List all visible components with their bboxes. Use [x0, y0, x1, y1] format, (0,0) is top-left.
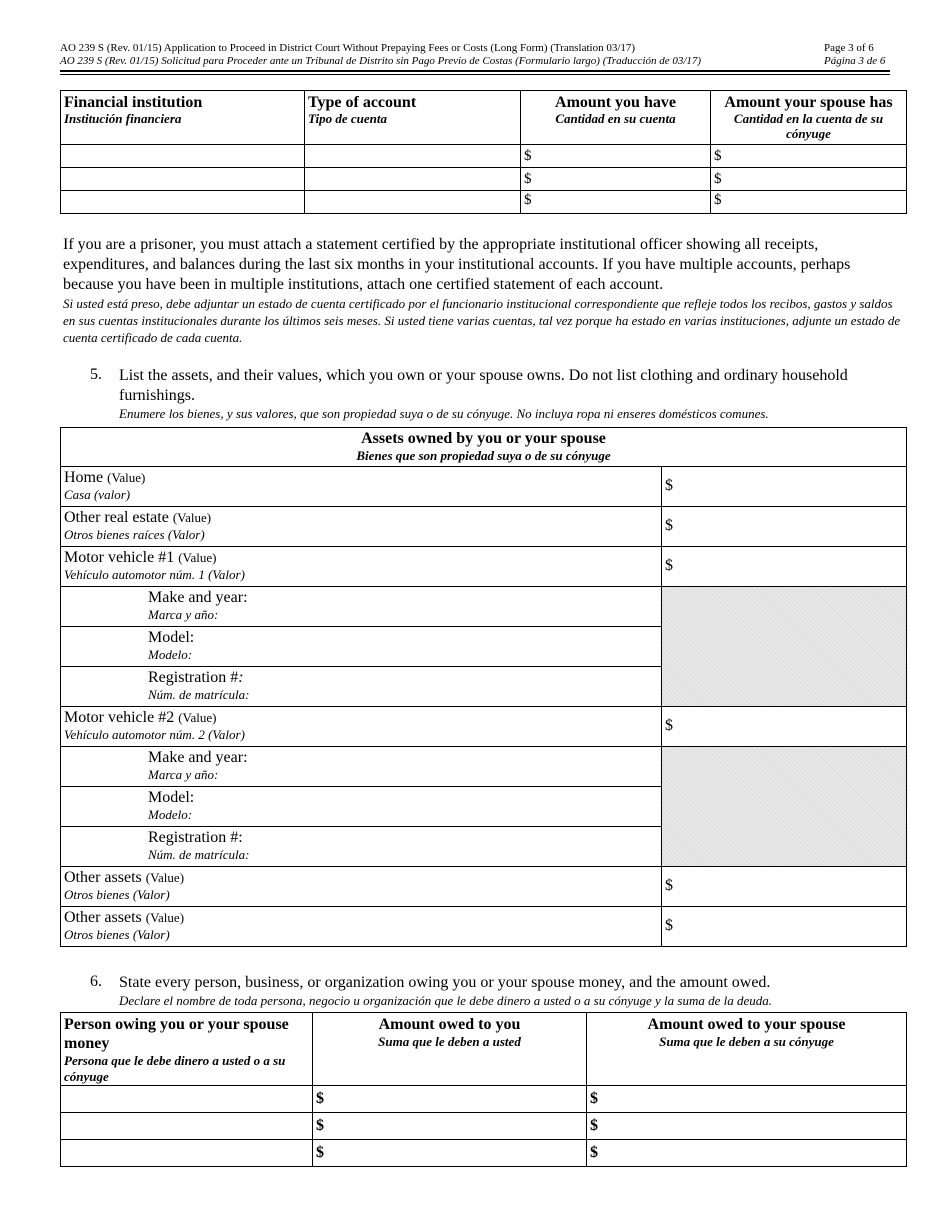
label-en: Other real estate [64, 509, 169, 526]
col-amount-owed-you [313, 1013, 587, 1086]
label-en: Model: [148, 789, 195, 806]
label-en: Motor vehicle #2 [64, 709, 175, 726]
table-row [61, 507, 907, 547]
table-row [61, 168, 907, 191]
label-en: Other assets [64, 869, 142, 886]
value-suffix: (Value) [107, 470, 146, 485]
item-5 [90, 366, 905, 422]
person-owing-field[interactable] [61, 1086, 313, 1113]
other-real-estate-label [61, 507, 662, 547]
item-number: 5. [90, 366, 102, 383]
other-assets-label [61, 907, 662, 947]
label-en: Registration # [148, 669, 239, 686]
label-en: Registration # [148, 829, 239, 846]
table-row [61, 907, 907, 947]
label-colon: : [238, 829, 243, 846]
value-suffix: (Value) [178, 550, 217, 565]
table-row [61, 707, 907, 747]
label-es: Núm. de matrícula: [148, 847, 250, 862]
amount-owed-you-field[interactable] [313, 1086, 587, 1113]
item-5-text-en: List the assets, and their values, which you own or your spouse owns. Do not list clothing and ordinary household furnishings. [119, 367, 848, 404]
amount-spouse-field[interactable] [711, 145, 907, 168]
prisoner-note-es: Si usted está preso, debe adjuntar un estado de cuenta certificado por el funcionario institucional correspondiente que refleje todos los recibos, gastos y saldos en sus cuentas institucionales durante los últimos seis meses. Si usted tiene varias cuentas, tal vez porque ha estado en varias instituciones, adjunte un estado de cuenta certificado de cada cuenta. [63, 296, 901, 345]
vehicle-2-model-field[interactable] [61, 787, 662, 827]
currency-symbol: $ [665, 517, 673, 534]
col-amount-you-have [521, 91, 711, 145]
prisoner-note-en: If you are a prisoner, you must attach a statement certified by the appropriate institutional officer showing all receipts, expenditures, and balances during the last six months in your institutional accounts. If you have multiple accounts, perhaps because you have been in multiple institutions, attach one certified statement of each account. [63, 236, 851, 293]
currency-symbol: $ [665, 917, 673, 934]
institution-field[interactable] [61, 168, 305, 191]
col-label-en: Person owing you or your spouse money [64, 1016, 289, 1052]
item-6 [90, 973, 905, 1009]
assets-table-title [61, 428, 907, 467]
currency-symbol: $ [714, 192, 722, 208]
currency-symbol: $ [316, 1144, 324, 1161]
label-es: Vehículo automotor núm. 1 (Valor) [64, 567, 245, 582]
value-suffix: (Value) [178, 710, 217, 725]
currency-symbol: $ [665, 557, 673, 574]
table-row [61, 145, 907, 168]
vehicle-2-value-field[interactable] [662, 707, 907, 747]
label-colon: : [238, 669, 244, 686]
account-type-field[interactable] [305, 168, 521, 191]
currency-symbol: $ [316, 1090, 324, 1107]
page-number-en: Page 3 of 6 [824, 42, 874, 54]
person-owing-field[interactable] [61, 1140, 313, 1167]
label-es: Otros bienes (Valor) [64, 887, 170, 902]
vehicle-2-make-field[interactable] [61, 747, 662, 787]
shaded-cell [662, 587, 907, 707]
header-rule [60, 70, 890, 72]
owed-table [60, 1012, 907, 1167]
header-rule-thin [60, 74, 890, 75]
col-label-en: Amount you have [555, 94, 676, 111]
currency-symbol: $ [714, 171, 722, 187]
table-row [61, 867, 907, 907]
col-label-en: Amount owed to your spouse [647, 1016, 846, 1033]
label-es: Modelo: [148, 807, 193, 822]
amount-owed-you-field[interactable] [313, 1140, 587, 1167]
currency-symbol: $ [524, 171, 532, 187]
amount-you-field[interactable] [521, 191, 711, 214]
institution-field[interactable] [61, 191, 305, 214]
table-row [61, 747, 907, 787]
person-owing-field[interactable] [61, 1113, 313, 1140]
table-row [61, 467, 907, 507]
table-row [61, 1086, 907, 1113]
owed-header-row [61, 1013, 907, 1086]
prisoner-note [63, 235, 903, 346]
col-label-es: Suma que le deben a usted [378, 1034, 521, 1049]
assets-title-en: Assets owned by you or your spouse [361, 430, 606, 447]
currency-symbol: $ [524, 148, 532, 164]
vehicle-2-registration-field[interactable] [61, 827, 662, 867]
currency-symbol: $ [524, 192, 532, 208]
account-type-field[interactable] [305, 145, 521, 168]
label-es: Casa (valor) [64, 487, 131, 502]
amount-owed-spouse-field[interactable] [587, 1140, 907, 1167]
label-es: Otros bienes raíces (Valor) [64, 527, 205, 542]
shaded-cell [662, 747, 907, 867]
amount-owed-spouse-field[interactable] [587, 1086, 907, 1113]
amount-spouse-field[interactable] [711, 168, 907, 191]
label-en: Make and year: [148, 589, 248, 606]
label-es: Vehículo automotor núm. 2 (Valor) [64, 727, 245, 742]
label-es: Núm. de matrícula: [148, 687, 250, 702]
table-row [61, 1140, 907, 1167]
label-en: Make and year: [148, 749, 248, 766]
currency-symbol: $ [590, 1144, 598, 1161]
currency-symbol: $ [714, 148, 722, 164]
col-label-es: Persona que le debe dinero a usted o a su cónyuge [64, 1053, 286, 1084]
col-type-of-account [305, 91, 521, 145]
value-suffix: (Value) [145, 910, 185, 925]
accounts-header-row [61, 91, 907, 145]
amount-you-field[interactable] [521, 145, 711, 168]
table-row [61, 587, 907, 627]
col-label-es: Suma que le deben a su cónyuge [659, 1034, 834, 1049]
label-en: Other assets [64, 909, 142, 926]
table-row [61, 191, 907, 214]
other-real-estate-value-field[interactable] [662, 507, 907, 547]
currency-symbol: $ [665, 717, 673, 734]
col-person-owing [61, 1013, 313, 1086]
label-en: Motor vehicle #1 [64, 549, 175, 566]
form-title-es: AO 239 S (Rev. 01/15) Solicitud para Proceder ante un Tribunal de Distrito sin Pago Previo de Costas (Formulario largo) (Traducción de 03/17) [60, 55, 702, 67]
currency-symbol: $ [665, 477, 673, 494]
assets-header-row [61, 428, 907, 467]
page-number-es: Página 3 de 6 [824, 55, 886, 67]
amount-you-field[interactable] [521, 168, 711, 191]
label-en: Model: [148, 629, 195, 646]
amount-owed-spouse-field[interactable] [587, 1113, 907, 1140]
col-amount-spouse-has [711, 91, 907, 145]
item-6-text-en: State every person, business, or organization owing you or your spouse money, and the amount owed. [119, 974, 771, 991]
label-es: Marca y año: [148, 767, 219, 782]
vehicle-1-make-field[interactable] [61, 587, 662, 627]
amount-owed-you-field[interactable] [313, 1113, 587, 1140]
col-financial-institution [61, 91, 305, 145]
item-6-text-es: Declare el nombre de toda persona, negocio u organización que le debe dinero a usted o a su cónyuge y la suma de la deuda. [119, 993, 772, 1008]
col-label-en: Amount owed to you [378, 1016, 521, 1033]
item-5-text-es: Enumere los bienes, y sus valores, que son propiedad suya o de su cónyuge. No incluya ropa ni enseres domésticos comunes. [119, 406, 769, 421]
currency-symbol: $ [316, 1117, 324, 1134]
col-label-es: Cantidad en su cuenta [555, 111, 676, 126]
home-value-field[interactable] [662, 467, 907, 507]
label-es: Otros bienes (Valor) [64, 927, 170, 942]
amount-spouse-field[interactable] [711, 191, 907, 214]
home-label [61, 467, 662, 507]
account-type-field[interactable] [305, 191, 521, 214]
label-en: Home [64, 469, 104, 486]
label-es: Modelo: [148, 647, 193, 662]
assets-title-es: Bienes que son propiedad suya o de su cónyuge [356, 448, 611, 463]
value-suffix: (Value) [145, 870, 185, 885]
col-label-es: Cantidad en la cuenta de su cónyuge [733, 111, 884, 141]
accounts-table [60, 90, 907, 214]
table-row [61, 1113, 907, 1140]
other-assets-value-field[interactable] [662, 907, 907, 947]
form-title-en: AO 239 S (Rev. 01/15) Application to Proceed in District Court Without Prepaying Fees or Costs (Long Form) (Translation 03/17) [60, 42, 636, 54]
form-header [60, 42, 890, 68]
assets-table [60, 427, 907, 947]
currency-symbol: $ [590, 1117, 598, 1134]
table-row [61, 547, 907, 587]
other-assets-label [61, 867, 662, 907]
vehicle-2-label [61, 707, 662, 747]
other-assets-value-field[interactable] [662, 867, 907, 907]
item-number: 6. [90, 973, 102, 990]
currency-symbol: $ [665, 877, 673, 894]
col-label-es: Institución financiera [64, 111, 182, 126]
col-amount-owed-spouse [587, 1013, 907, 1086]
label-es: Marca y año: [148, 607, 219, 622]
vehicle-1-value-field[interactable] [662, 547, 907, 587]
value-suffix: (Value) [172, 510, 212, 525]
col-label-en: Type of account [308, 94, 417, 111]
institution-field[interactable] [61, 145, 305, 168]
vehicle-1-registration-field[interactable] [61, 667, 662, 707]
currency-symbol: $ [590, 1090, 598, 1107]
col-label-en: Amount your spouse has [724, 94, 893, 111]
vehicle-1-label [61, 547, 662, 587]
col-label-en: Financial institution [64, 94, 203, 111]
vehicle-1-model-field[interactable] [61, 627, 662, 667]
col-label-es: Tipo de cuenta [308, 111, 387, 126]
